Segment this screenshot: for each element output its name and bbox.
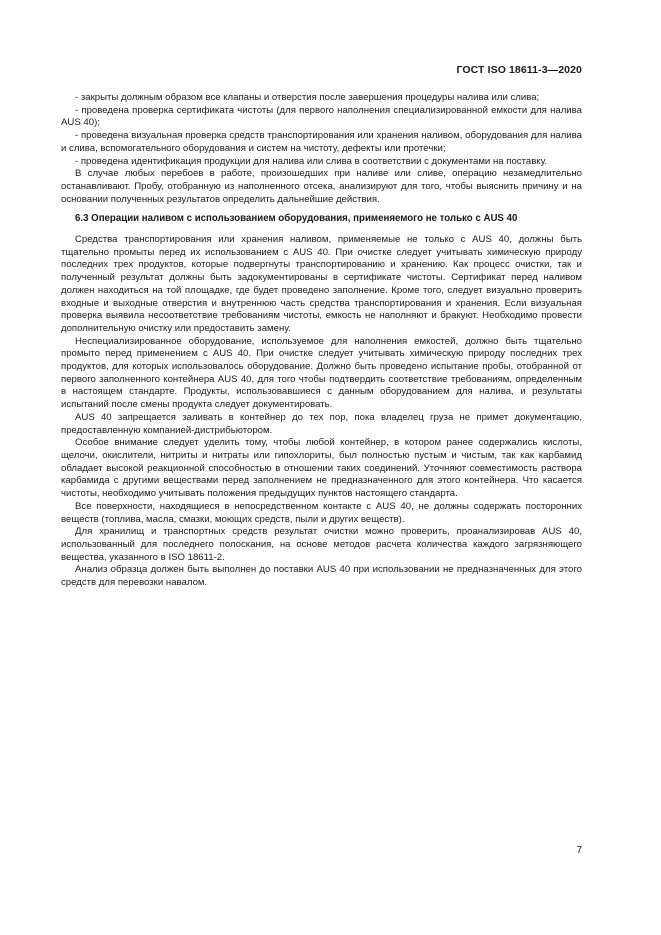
list-item: - проведена проверка сертификата чистоты (для первого наполнения специализированной емкости для налива AUS 40); [61, 104, 582, 129]
page-number: 7 [576, 845, 582, 856]
paragraph: AUS 40 запрещается заливать в контейнер до тех пор, пока владелец груза не примет документацию, предоставленную компанией-дистрибьютором. [61, 411, 582, 436]
paragraph: Для хранилищ и транспортных средств результат очистки можно проверить, проанализировав AUS 40, использованный для последнего полоскания, на основе методов расчета количества каждого загрязняющего вещества, указанного в ISO 18611-2. [61, 526, 582, 563]
section-heading: 6.3 Операции наливом с использованием оборудования, применяемого не только с AUS 40 [75, 213, 518, 225]
paragraph: Анализ образца должен быть выполнен до поставки AUS 40 при использовании не предназначенных для этого средств для перевозки навалом. [61, 564, 582, 589]
list-item: - проведена идентификация продукции для налива или слива в соответствии с документами на поставку. [75, 155, 548, 167]
paragraph: Особое внимание следует уделить тому, чтобы любой контейнер, в котором ранее содержались кислоты, щелочи, окислители, нитриты и нитраты или гипохлориты, был полностью пустым и чистым, так как карбамид обладает высокой реакционной способностью в отношении таких соединений. Уточняют совместимость раствора карбамида с другими веществами перед заполнением не предназначенного для этого контейнера. Что касается чистоты, необходимо учитывать положения предыдущих пунктов настоящего стандарта. [61, 437, 582, 500]
document-body [61, 92, 582, 590]
paragraph: Все поверхности, находящиеся в непосредственном контакте с AUS 40, не должны содержать посторонних веществ (топлива, масла, смазки, моющих средств, пыли и других веществ). [61, 500, 582, 525]
document-header: ГОСТ ISO 18611-3—2020 [456, 64, 582, 76]
paragraph: В случае любых перебоев в работе, произошедших при наливе или сливе, операцию незамедлительно останавливают. Пробу, отобранную из наполненного отсека, анализируют для того, чтобы выяснить причину и на основании полученных результатов определить дальнейшие действия. [61, 168, 582, 205]
list-item: - закрыты должным образом все клапаны и отверстия после завершения процедуры налива или слива; [75, 92, 540, 103]
list-item: - проведена визуальная проверка средств транспортирования или хранения наливом, оборудования для налива и слива, вспомогательного оборудования и систем на чистоту, дефекты или протечки; [61, 130, 582, 154]
paragraph: Неспециализированное оборудование, используемое для наполнения емкостей, должно быть тщательно промыто перед применением с AUS 40. При очистке следует учитывать химическую природу последних трех продуктов, для которых использовалось оборудование. Должно быть проведено испытание пробы, отобранной от первого заполненного контейнера AUS 40, для того чтобы подтвердить соответствие требованиям, определенным в настоящем стандарте. Продукты, использовавшиеся с данным оборудованием для налива, и результаты испытаний после смены продукта следует документировать. [61, 335, 582, 411]
paragraph: Средства транспортирования или хранения наливом, применяемые не только с AUS 40, должны быть тщательно промыты перед их использованием с AUS 40. При очистке следует учитывать химическую природу последних трех продуктов, которые подвергнуты транспортированию и хранению. Как процесс очистки, так и полученный результат должны быть задокументированы в сертификате чистоты. Сертификат перед наливом должен находиться на той площадке, где будет проведено заполнение. Кроме того, следует визуально проверить входные и выходные отверстия и внутреннюю часть средства транспортирования и хранения. Если визуальная проверка выявила несоответствие требованиям чистоты, емкость не наполняют и бракуют. Необходимо провести дополнительную очистку или предоставить замену. [61, 234, 582, 334]
